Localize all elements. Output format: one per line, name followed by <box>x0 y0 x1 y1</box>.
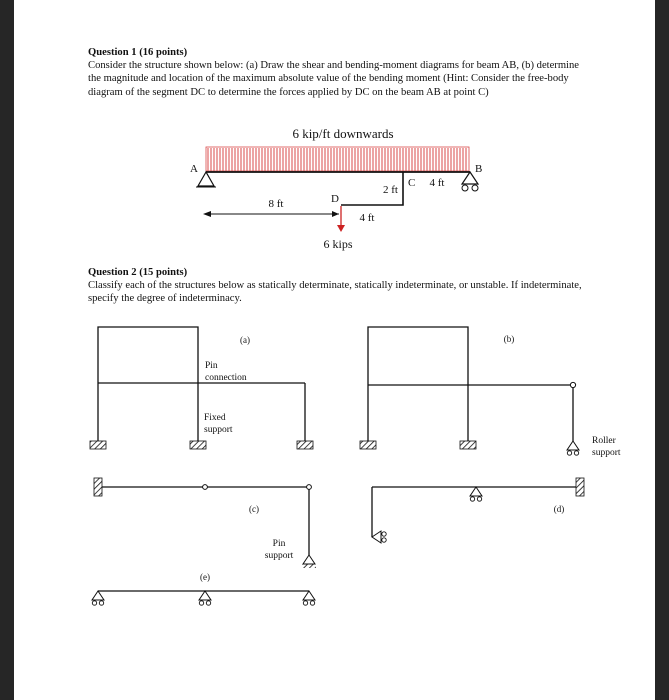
roller-d-wheel-right <box>477 497 481 501</box>
hinge-c-corner <box>307 485 312 490</box>
fixed-support-b-left <box>360 441 376 449</box>
fixed-wall-c <box>94 478 102 496</box>
fixed-support-a-right <box>297 441 313 449</box>
question-2-title: Question 2 (15 points) <box>88 267 188 278</box>
structure-b <box>368 327 573 441</box>
hinge-c-middle <box>203 485 208 490</box>
side-roller-d-wheel-bottom <box>382 538 386 542</box>
point-load-label: 6 kips <box>323 237 353 251</box>
side-roller-d <box>372 531 381 543</box>
point-load-arrow <box>337 206 345 232</box>
roller-support-label-1: Roller <box>592 436 616 446</box>
fixed-support-label-1: Fixed <box>204 413 226 423</box>
structure-a <box>98 327 305 441</box>
pin-support-c-ground <box>302 564 316 568</box>
pin-support-c <box>303 555 315 564</box>
structure-d <box>372 487 576 537</box>
fixed-support-a-left <box>90 441 106 449</box>
question-2-body: Classify each of the structures below as statically determinate, statically indeterminate, or unstable. If indeterminate, specify the degree of indeterminacy. <box>88 280 582 305</box>
label-c: C <box>408 177 416 189</box>
label-c-structure: (c) <box>249 504 259 514</box>
roller-b-wheel-left <box>567 451 571 455</box>
roller-b-wheel-right <box>574 451 578 455</box>
label-a: A <box>190 163 198 175</box>
question-1-title: Question 1 (16 points) <box>88 47 188 58</box>
pin-support-label-1: Pin <box>272 539 286 549</box>
dim-4ft-bottom: 4 ft <box>359 212 375 224</box>
q1-beam-figure <box>190 126 482 251</box>
roller-support-b <box>567 441 579 450</box>
roller-b-wheel-2 <box>472 185 478 191</box>
label-d-structure: (d) <box>553 504 565 514</box>
dim-4ft-top: 4 ft <box>429 177 445 189</box>
label-b-structure: (b) <box>503 334 515 344</box>
fixed-support-a-middle <box>190 441 206 449</box>
side-roller-d-wheel-top <box>382 532 386 536</box>
dimension-8ft-arrow <box>203 211 339 217</box>
dim-8ft: 8 ft <box>268 198 284 210</box>
pin-connection-label-2: connection <box>205 373 247 383</box>
roller-supports-e <box>92 591 315 605</box>
dim-2ft: 2 ft <box>383 184 398 196</box>
fixed-support-b-middle <box>460 441 476 449</box>
label-d: D <box>331 193 339 205</box>
hinge-b <box>570 382 575 387</box>
distributed-load-hatch <box>206 147 469 171</box>
label-a-structure: (a) <box>240 335 250 345</box>
label-b: B <box>475 163 483 175</box>
roller-support-label-2: support <box>592 448 621 458</box>
question-1-body: Consider the structure shown below: (a) Draw the shear and bending-moment diagrams for beam AB, (b) determine the magnitude and location of the maximum absolute value of the bending moment (Hint: Consider the free-body diagram of the segment DC to determine the forces applied by DC on the beam AB at point C) <box>88 60 579 98</box>
support-a-pin <box>198 172 214 186</box>
roller-support-d <box>470 487 482 496</box>
fixed-wall-d <box>576 478 584 496</box>
roller-b-wheel-1 <box>462 185 468 191</box>
label-e-structure: (e) <box>200 572 210 582</box>
distributed-load-label: 6 kip/ft downwards <box>292 126 394 141</box>
pin-support-label-2: support <box>264 551 294 561</box>
fixed-support-label-2: support <box>204 425 233 435</box>
pin-connection-label-1: Pin <box>205 361 218 371</box>
roller-d-wheel-left <box>470 497 474 501</box>
